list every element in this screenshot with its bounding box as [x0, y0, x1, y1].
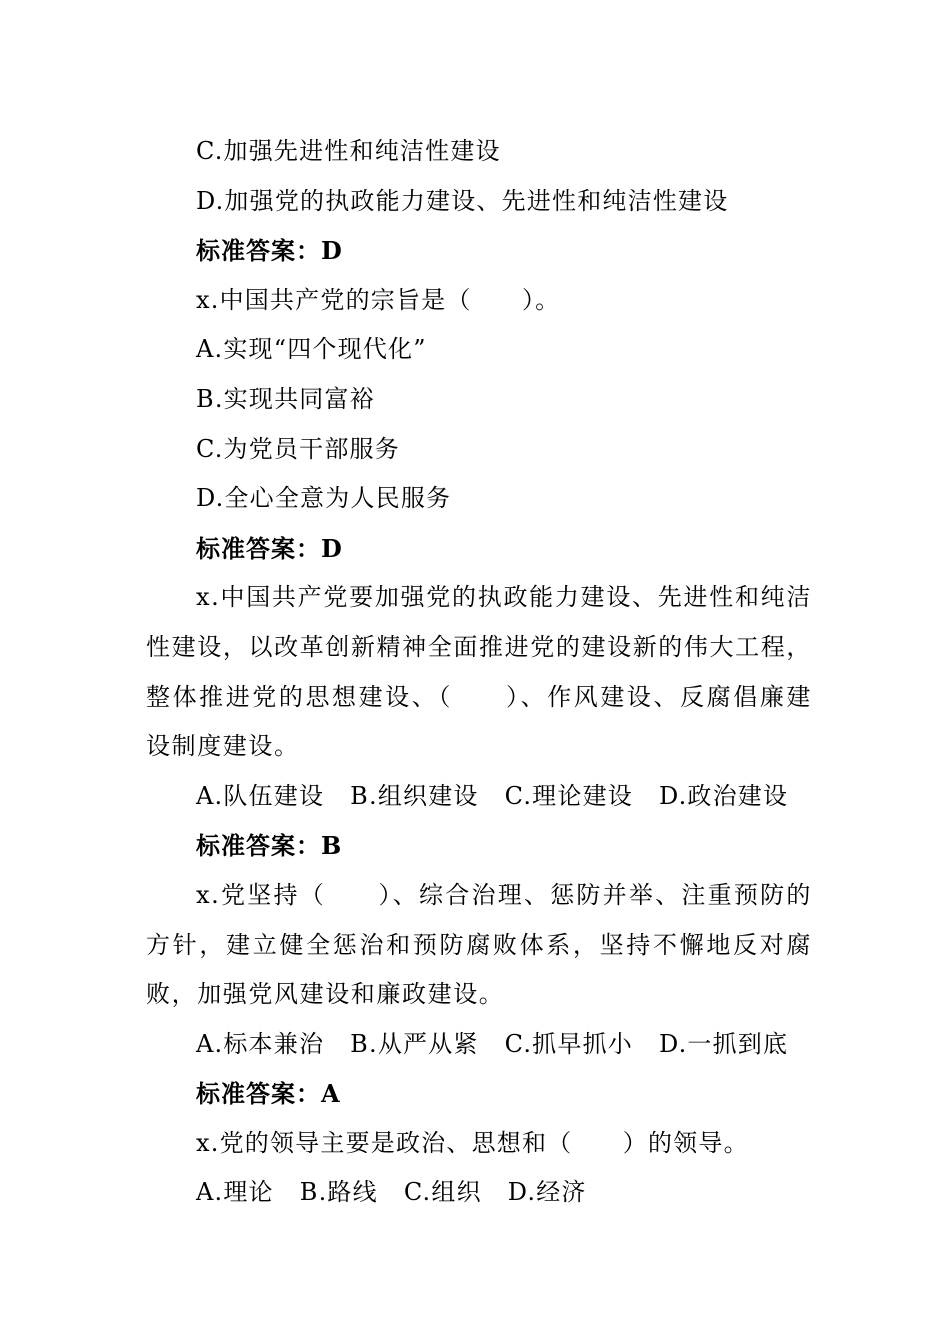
q4-question: x.党的领导主要是政治、思想和（ ）的领导。	[196, 1128, 749, 1157]
q1-answer: 标准答案：D	[196, 533, 343, 563]
q1-option-a: A.实现“四个现代化”	[196, 335, 427, 364]
q4-option-c: C.组织	[403, 1178, 482, 1207]
q3-option-d: D.一抓到底	[658, 1029, 789, 1058]
q3-answer: 标准答案：A	[196, 1079, 341, 1109]
q1-question: x.中国共产党的宗旨是（ ）。	[196, 285, 561, 314]
q4-options	[146, 1168, 812, 1218]
q3-option-c: C.抓早抓小	[504, 1029, 633, 1058]
prev-answer: 标准答案：D	[196, 236, 343, 266]
q4-option-d: D.经济	[507, 1178, 587, 1207]
q3-question: x.党坚持（ ）、综合治理、惩防并举、注重预防的方针，建立健全惩治和预防腐败体系，坚持不懈地反对腐败，加强党风建设和廉政建设。	[146, 880, 812, 1009]
q3-option-b: B.从严从紧	[350, 1029, 479, 1058]
q2-question: x.中国共产党要加强党的执政能力建设、先进性和纯洁性建设，以改革创新精神全面推进党的建设新的伟大工程，整体推进党的思想建设、（ ）、作风建设、反腐倡廉建设制度建设。	[146, 583, 812, 761]
q4-option-a: A.理论	[196, 1178, 274, 1207]
q1-option-d: D.全心全意为人民服务	[196, 484, 452, 513]
q2-option-c: C.理论建设	[504, 781, 633, 810]
q3-options	[146, 1020, 812, 1070]
q2-options	[146, 772, 812, 822]
q2-option-d: D.政治建设	[658, 781, 789, 810]
prev-option-d: D.加强党的执政能力建设、先进性和纯洁性建设	[196, 186, 729, 215]
q3-option-a: A.标本兼治	[196, 1029, 325, 1058]
q1-option-b: B.实现共同富裕	[196, 384, 375, 413]
q4-option-b: B.路线	[299, 1178, 378, 1207]
q1-option-c: C.为党员干部服务	[196, 434, 400, 463]
q2-option-b: B.组织建设	[350, 781, 479, 810]
q2-option-a: A.队伍建设	[196, 781, 325, 810]
document-content	[146, 127, 812, 1218]
q2-answer: 标准答案：B	[196, 831, 343, 861]
prev-option-c: C.加强先进性和纯洁性建设	[196, 137, 501, 165]
